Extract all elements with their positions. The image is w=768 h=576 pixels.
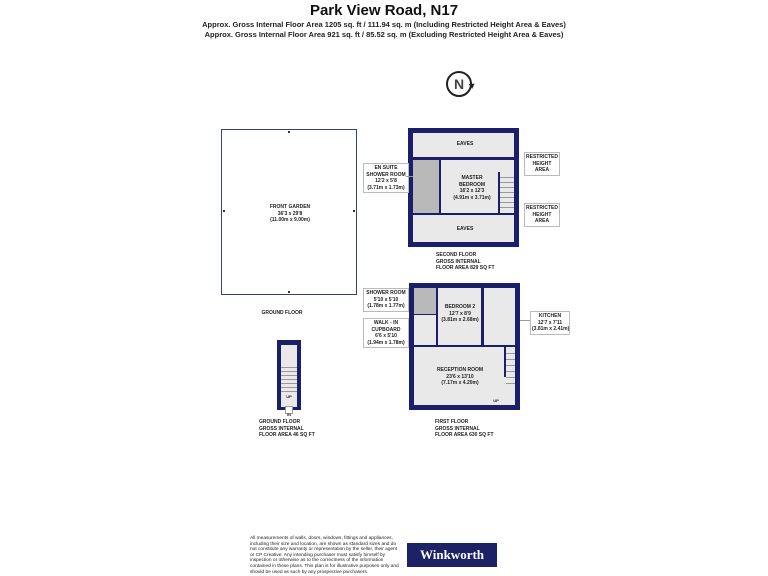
first-stairs-up: UP	[493, 398, 499, 403]
shower-room-label: SHOWER ROOM 5'10 x 5'10 (1.78m x 1.77m)	[363, 288, 409, 312]
reception-room-label: RECEPTION ROOM 23'6 x 13'10 (7.17m x 4.20m)	[436, 367, 484, 386]
disclaimer-text: All measurements of walls, doors, windows, fittings and appliances, including their size and location, are shown as standard sizes and do not constitute any warranty or representation by the seller, their agent or CP Creative. Any intending purchaser must satisfy himself by inspection or otherwise as to the correctness of the information contained in these plans. This plan is for illustrative purposes only and should be used as such by any prospective purchasers.	[250, 536, 399, 575]
compass-label: N	[453, 76, 465, 92]
second-floor-stairs	[500, 172, 514, 213]
en-suite-shower-room	[413, 160, 439, 213]
dimension-tick	[288, 291, 290, 293]
kitchen-label: KITCHEN 12'7 x 7'11 (3.81m x 2.41m)	[530, 311, 570, 335]
area-excluding: Approx. Gross Internal Floor Area 921 sq. ft / 85.52 sq. m (Excluding Restricted Height Area & Eaves)	[204, 30, 564, 39]
ground-floor-summary: GROUND FLOOR GROSS INTERNAL FLOOR AREA 46 SQ FT	[259, 419, 315, 438]
dimension-tick	[288, 131, 290, 133]
ground-floor-label: GROUND FLOOR	[261, 310, 303, 316]
restricted-height-label-2: RESTRICTED HEIGHT AREA	[524, 203, 560, 227]
page-title: Park View Road, N17	[309, 2, 459, 19]
shower-room	[414, 288, 436, 314]
wall-segment	[439, 160, 441, 213]
wall-segment	[414, 314, 437, 315]
second-floor-summary: SECOND FLOOR GROSS INTERNAL FLOOR AREA 829 SQ FT	[436, 252, 495, 271]
dimension-tick	[223, 210, 225, 212]
winkworth-logo: Winkworth	[407, 543, 497, 567]
area-including: Approx. Gross Internal Floor Area 1205 sq. ft / 111.94 sq. m (Including Restricted Height Area & Eaves)	[202, 20, 566, 29]
leader-line	[406, 176, 413, 177]
entrance-label: IN	[287, 412, 291, 417]
dimension-tick	[353, 210, 355, 212]
eaves-bottom-label: EAVES	[456, 226, 474, 232]
first-floor-summary: FIRST FLOOR GROSS INTERNAL FLOOR AREA 630 SQ FT	[435, 419, 494, 438]
first-floor-stairs	[506, 347, 515, 397]
walk-in-cupboard-label: WALK - IN CUPBOARD 6'6 x 5'10 (1.94m x 1.78m)	[363, 318, 409, 348]
wall-segment	[414, 345, 515, 347]
front-garden-label: FRONT GARDEN 36'3 x 29'8 (11.00m x 9.00m)	[269, 204, 311, 223]
bedroom-2-label: BEDROOM 2 12'7 x 8'9 (3.81m x 2.68m)	[441, 304, 479, 323]
master-bedroom-label: MASTER BEDROOM 16'2 x 12'3 (4.91m x 3.71m)	[453, 175, 491, 201]
ground-stairs-up: UP	[286, 394, 292, 399]
leader-line	[520, 320, 530, 321]
en-suite-label: EN SUITE SHOWER ROOM 12'2 x 5'8 (3.71m x 1.73m)	[363, 163, 409, 193]
restricted-height-label-1: RESTRICTED HEIGHT AREA	[524, 152, 560, 176]
wall-segment	[413, 213, 514, 215]
eaves-top-label: EAVES	[456, 141, 474, 147]
